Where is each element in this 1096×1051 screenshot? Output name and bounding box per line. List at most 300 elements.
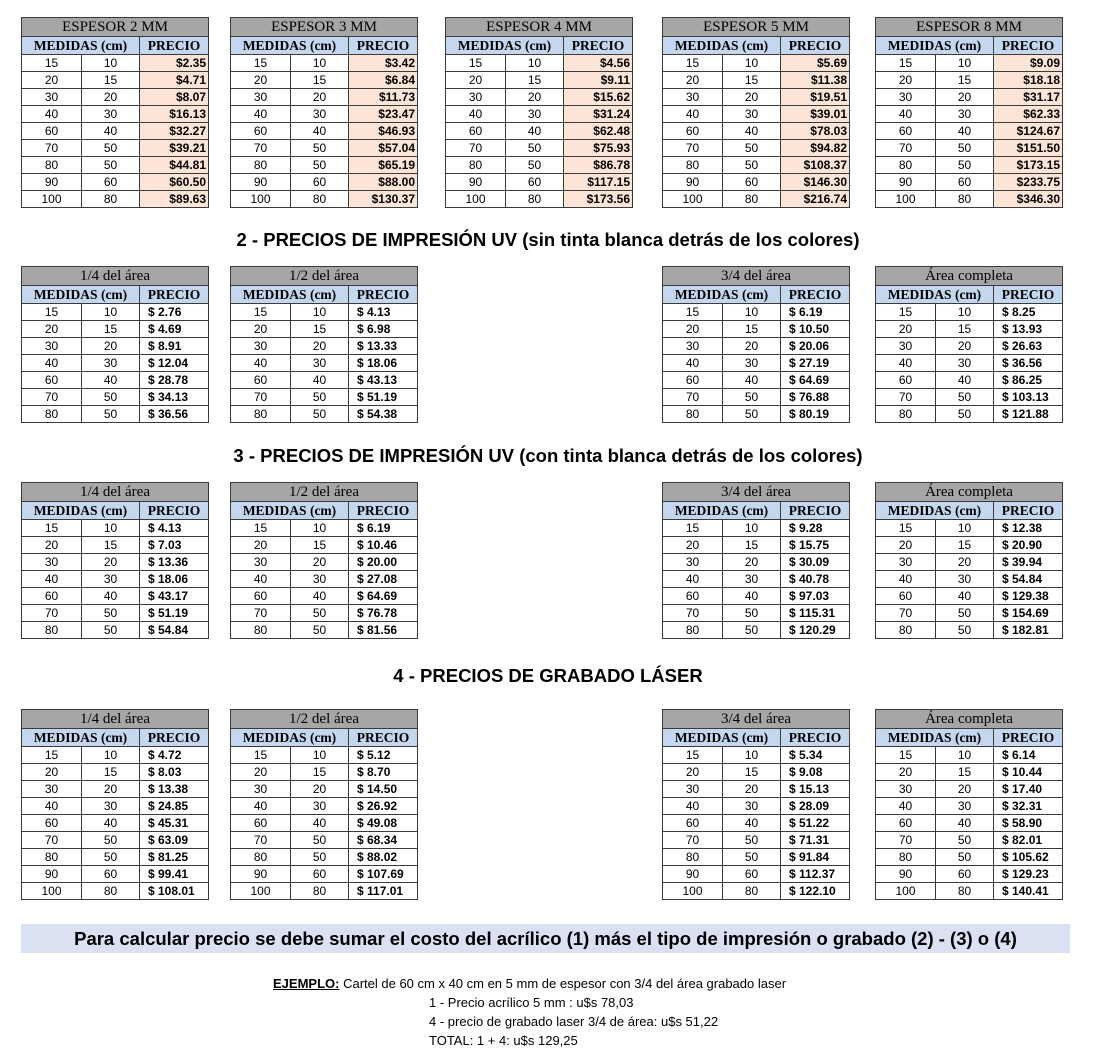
price-cell: $ 76.88 [781,389,850,406]
width-cell: 60 [446,123,506,140]
width-cell: 40 [231,106,291,123]
table-row [231,537,418,554]
table-row [22,815,209,832]
price-cell: $ 43.17 [140,588,209,605]
price-cell: $ 81.25 [140,849,209,866]
precio-header: PRECIO [140,286,209,304]
price-cell: $4.71 [140,72,209,89]
width-cell: 80 [663,622,723,639]
table-row [22,89,209,106]
price-cell: $ 14.50 [349,781,418,798]
height-cell: 50 [291,140,349,157]
height-cell: 50 [723,406,781,423]
width-cell: 30 [231,89,291,106]
price-cell: $ 82.01 [994,832,1063,849]
width-cell: 15 [663,747,723,764]
table-row [446,55,633,72]
width-cell: 80 [231,406,291,423]
table-row [876,571,1063,588]
width-cell: 60 [231,588,291,605]
height-cell: 10 [936,55,994,72]
width-cell: 15 [22,520,82,537]
table-row [876,537,1063,554]
table-row [22,747,209,764]
height-cell: 15 [82,537,140,554]
width-cell: 30 [231,781,291,798]
table-row [231,849,418,866]
height-cell: 10 [291,747,349,764]
width-cell: 40 [22,355,82,372]
price-cell: $ 97.03 [781,588,850,605]
width-cell: 60 [663,123,723,140]
width-cell: 60 [876,123,936,140]
height-cell: 50 [291,849,349,866]
price-cell: $ 80.19 [781,406,850,423]
price-cell: $ 64.69 [349,588,418,605]
table-row [22,537,209,554]
price-cell: $ 8.70 [349,764,418,781]
price-cell: $16.13 [140,106,209,123]
height-cell: 60 [82,866,140,883]
table-row [446,140,633,157]
height-cell: 10 [291,520,349,537]
price-cell: $ 63.09 [140,832,209,849]
table-row [876,866,1063,883]
table-title: ESPESOR 5 MM [663,18,850,37]
width-cell: 40 [663,106,723,123]
precio-header: PRECIO [140,502,209,520]
width-cell: 60 [22,588,82,605]
width-cell: 40 [663,798,723,815]
width-cell: 70 [876,605,936,622]
medidas-header: MEDIDAS (cm) [663,37,781,55]
height-cell: 15 [506,72,564,89]
table-row [876,140,1063,157]
table-row [876,157,1063,174]
height-cell: 30 [82,355,140,372]
price-cell: $130.37 [349,191,418,208]
height-cell: 20 [723,338,781,355]
table-row [876,89,1063,106]
table-row [876,520,1063,537]
height-cell: 15 [291,72,349,89]
table-row [663,554,850,571]
height-cell: 10 [723,520,781,537]
width-cell: 70 [876,389,936,406]
price-table [662,482,850,639]
width-cell: 20 [663,321,723,338]
price-cell: $ 6.19 [781,304,850,321]
table-row [231,72,418,89]
width-cell: 60 [876,815,936,832]
precio-header: PRECIO [781,502,850,520]
example-description: Cartel de 60 cm x 40 cm en 5 mm de espesor con 3/4 del área grabado laser [339,976,787,991]
price-cell: $173.56 [564,191,633,208]
precio-header: PRECIO [140,37,209,55]
height-cell: 10 [723,55,781,72]
height-cell: 15 [936,321,994,338]
height-cell: 50 [82,157,140,174]
price-cell: $ 120.29 [781,622,850,639]
height-cell: 10 [82,304,140,321]
price-cell: $31.17 [994,89,1063,106]
price-cell: $9.11 [564,72,633,89]
price-cell: $108.37 [781,157,850,174]
height-cell: 40 [723,588,781,605]
width-cell: 15 [663,520,723,537]
width-cell: 15 [22,747,82,764]
price-cell: $ 54.38 [349,406,418,423]
width-cell: 80 [446,157,506,174]
table-row [663,338,850,355]
price-cell: $ 107.69 [349,866,418,883]
table-row [876,72,1063,89]
height-cell: 10 [936,304,994,321]
width-cell: 60 [663,815,723,832]
table-row [663,588,850,605]
table-row [231,866,418,883]
height-cell: 20 [723,781,781,798]
width-cell: 80 [663,157,723,174]
price-cell: $ 51.19 [349,389,418,406]
height-cell: 50 [291,389,349,406]
table-row [22,605,209,622]
height-cell: 10 [82,520,140,537]
height-cell: 15 [723,764,781,781]
table-row [663,605,850,622]
price-cell: $ 34.13 [140,389,209,406]
table-row [876,781,1063,798]
table-row [231,338,418,355]
height-cell: 50 [936,832,994,849]
price-cell: $ 64.69 [781,372,850,389]
table-row [231,764,418,781]
price-cell: $ 20.06 [781,338,850,355]
height-cell: 50 [82,406,140,423]
height-cell: 40 [291,815,349,832]
table-row [231,571,418,588]
medidas-header: MEDIDAS (cm) [876,502,994,520]
table-row [663,781,850,798]
height-cell: 50 [723,832,781,849]
height-cell: 30 [291,798,349,815]
table-row [22,389,209,406]
height-cell: 10 [936,747,994,764]
width-cell: 20 [446,72,506,89]
height-cell: 50 [723,622,781,639]
medidas-header: MEDIDAS (cm) [231,502,349,520]
width-cell: 20 [22,321,82,338]
table-row [22,798,209,815]
height-cell: 50 [723,157,781,174]
price-cell: $ 18.06 [349,355,418,372]
table-row [876,605,1063,622]
price-cell: $ 121.88 [994,406,1063,423]
price-cell: $65.19 [349,157,418,174]
width-cell: 100 [231,191,291,208]
width-cell: 100 [663,883,723,900]
width-cell: 70 [22,140,82,157]
price-cell: $88.00 [349,174,418,191]
table-row [231,747,418,764]
price-cell: $117.15 [564,174,633,191]
table-row [876,55,1063,72]
width-cell: 60 [22,815,82,832]
width-cell: 70 [231,389,291,406]
height-cell: 30 [82,571,140,588]
width-cell: 20 [231,321,291,338]
height-cell: 60 [291,174,349,191]
table-title: ESPESOR 3 MM [231,18,418,37]
table-row [876,554,1063,571]
price-cell: $5.69 [781,55,850,72]
price-cell: $ 129.23 [994,866,1063,883]
table-row [663,372,850,389]
price-cell: $ 51.22 [781,815,850,832]
price-cell: $ 122.10 [781,883,850,900]
table-row [231,554,418,571]
width-cell: 80 [231,849,291,866]
height-cell: 40 [291,372,349,389]
width-cell: 40 [876,355,936,372]
width-cell: 40 [22,106,82,123]
height-cell: 20 [506,89,564,106]
height-cell: 50 [723,389,781,406]
precio-header: PRECIO [349,502,418,520]
table-row [22,106,209,123]
width-cell: 30 [876,554,936,571]
precio-header: PRECIO [994,502,1063,520]
height-cell: 15 [936,72,994,89]
table-row [876,304,1063,321]
table-row [22,554,209,571]
table-title: ESPESOR 4 MM [446,18,633,37]
table-row [22,372,209,389]
table-row [876,622,1063,639]
table-row [876,321,1063,338]
price-cell: $ 99.41 [140,866,209,883]
height-cell: 40 [936,588,994,605]
table-row [231,883,418,900]
price-cell: $3.42 [349,55,418,72]
price-cell: $ 117.01 [349,883,418,900]
width-cell: 100 [663,191,723,208]
price-cell: $ 154.69 [994,605,1063,622]
height-cell: 40 [82,588,140,605]
example-label: EJEMPLO: [273,976,340,991]
height-cell: 40 [506,123,564,140]
height-cell: 40 [723,123,781,140]
height-cell: 30 [936,106,994,123]
price-cell: $ 4.72 [140,747,209,764]
height-cell: 30 [723,106,781,123]
price-cell: $ 71.31 [781,832,850,849]
height-cell: 50 [723,605,781,622]
height-cell: 50 [723,849,781,866]
width-cell: 15 [446,55,506,72]
price-cell: $18.18 [994,72,1063,89]
width-cell: 70 [663,605,723,622]
table-title: Área completa [876,267,1063,286]
medidas-header: MEDIDAS (cm) [876,729,994,747]
width-cell: 40 [876,571,936,588]
height-cell: 15 [723,72,781,89]
table-row [22,72,209,89]
price-cell: $ 6.98 [349,321,418,338]
price-cell: $ 49.08 [349,815,418,832]
table-row [663,321,850,338]
table-row [876,174,1063,191]
table-row [22,304,209,321]
price-cell: $ 10.50 [781,321,850,338]
price-cell: $89.63 [140,191,209,208]
table-row [663,537,850,554]
width-cell: 80 [663,406,723,423]
table-row [876,798,1063,815]
price-cell: $ 8.91 [140,338,209,355]
width-cell: 60 [231,372,291,389]
width-cell: 60 [663,588,723,605]
height-cell: 60 [936,174,994,191]
price-cell: $ 91.84 [781,849,850,866]
height-cell: 30 [291,355,349,372]
table-row [663,89,850,106]
height-cell: 50 [291,622,349,639]
medidas-header: MEDIDAS (cm) [22,729,140,747]
height-cell: 20 [723,554,781,571]
width-cell: 15 [876,55,936,72]
calculation-note: Para calcular precio se debe sumar el costo del acrílico (1) más el tipo de impresión o grabado (2) - (3) o (4) [21,924,1070,953]
width-cell: 100 [876,883,936,900]
table-row [876,338,1063,355]
height-cell: 30 [723,355,781,372]
price-cell: $15.62 [564,89,633,106]
height-cell: 80 [82,883,140,900]
width-cell: 70 [663,140,723,157]
table-row [876,389,1063,406]
price-cell: $ 5.12 [349,747,418,764]
height-cell: 20 [936,554,994,571]
precio-header: PRECIO [781,37,850,55]
price-cell: $ 9.08 [781,764,850,781]
width-cell: 90 [446,174,506,191]
width-cell: 30 [876,781,936,798]
example-line-1 [273,974,786,993]
table-row [446,123,633,140]
table-row [231,520,418,537]
width-cell: 40 [663,355,723,372]
width-cell: 30 [22,338,82,355]
table-row [22,622,209,639]
height-cell: 15 [723,321,781,338]
price-cell: $ 30.09 [781,554,850,571]
table-row [446,106,633,123]
height-cell: 50 [936,406,994,423]
height-cell: 40 [936,123,994,140]
table-row [22,123,209,140]
width-cell: 40 [22,798,82,815]
width-cell: 70 [231,832,291,849]
example-line-2: 1 - Precio acrílico 5 mm : u$s 78,03 [429,995,634,1010]
price-cell: $8.07 [140,89,209,106]
height-cell: 30 [82,798,140,815]
table-title: ESPESOR 8 MM [876,18,1063,37]
width-cell: 15 [231,55,291,72]
price-table [21,266,209,423]
table-row [231,157,418,174]
width-cell: 100 [446,191,506,208]
width-cell: 70 [876,140,936,157]
table-title: Área completa [876,710,1063,729]
table-row [22,355,209,372]
price-cell: $ 43.13 [349,372,418,389]
price-cell: $ 105.62 [994,849,1063,866]
width-cell: 20 [876,321,936,338]
price-cell: $ 36.56 [140,406,209,423]
table-row [663,883,850,900]
height-cell: 80 [291,191,349,208]
price-cell: $ 140.41 [994,883,1063,900]
height-cell: 50 [936,140,994,157]
height-cell: 15 [291,321,349,338]
price-cell: $ 28.78 [140,372,209,389]
width-cell: 40 [231,355,291,372]
price-cell: $ 4.13 [349,304,418,321]
table-row [22,338,209,355]
table-row [876,815,1063,832]
price-cell: $ 27.19 [781,355,850,372]
example-line-3: 4 - precio de grabado laser 3/4 de área: u$s 51,22 [429,1014,719,1029]
price-cell: $19.51 [781,89,850,106]
table-row [663,72,850,89]
price-cell: $146.30 [781,174,850,191]
price-cell: $23.47 [349,106,418,123]
width-cell: 100 [876,191,936,208]
width-cell: 20 [876,72,936,89]
height-cell: 80 [936,191,994,208]
price-cell: $4.56 [564,55,633,72]
height-cell: 15 [82,764,140,781]
price-cell: $ 45.31 [140,815,209,832]
width-cell: 80 [22,849,82,866]
table-row [22,191,209,208]
table-row [231,321,418,338]
width-cell: 30 [663,338,723,355]
table-row [22,866,209,883]
width-cell: 90 [663,174,723,191]
price-cell: $ 8.25 [994,304,1063,321]
width-cell: 15 [231,304,291,321]
table-title: 3/4 del área [663,710,850,729]
table-row [876,406,1063,423]
precio-header: PRECIO [349,286,418,304]
price-cell: $ 54.84 [140,622,209,639]
price-cell: $ 4.13 [140,520,209,537]
height-cell: 20 [82,554,140,571]
height-cell: 15 [82,72,140,89]
width-cell: 40 [876,106,936,123]
table-title: 1/4 del área [22,483,209,502]
height-cell: 20 [291,89,349,106]
height-cell: 50 [936,389,994,406]
width-cell: 70 [22,832,82,849]
price-cell: $ 5.34 [781,747,850,764]
table-row [231,406,418,423]
height-cell: 10 [506,55,564,72]
width-cell: 60 [22,123,82,140]
price-cell: $233.75 [994,174,1063,191]
precio-header: PRECIO [994,37,1063,55]
